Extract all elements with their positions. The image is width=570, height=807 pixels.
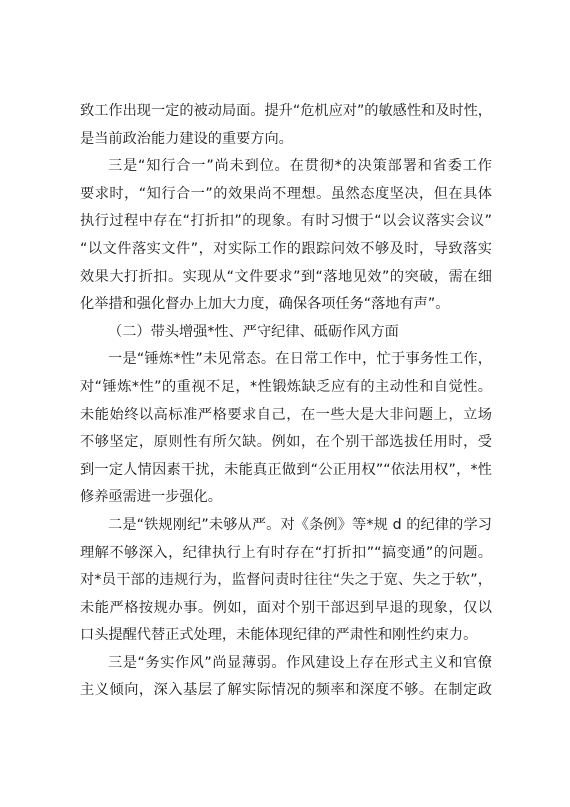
text-line: 对*员干部的违规行为，监督问责时往往“失之于宽、失之于软”， [80, 572, 492, 589]
text-line: 主义倾向，深入基层了解实际情况的频率和深度不够。在制定政 [80, 682, 492, 699]
text-line: 二是“铁规刚纪”未够从严。对《条例》等*规 d 的纪律的学习 [108, 516, 492, 533]
text-line: 致工作出现一定的被动局面。提升“危机应对”的敏感性和及时性， [80, 103, 492, 119]
text-line: 化举措和强化督办上加大力度，确保各项任务“落地有声”。 [80, 296, 450, 313]
text-line: 效果大打折扣。实现从“文件要求”到“落地见效”的突破，需在细 [80, 268, 492, 285]
text-line: 三是“知行合一”尚未到位。在贯彻*的决策部署和省委工作 [108, 158, 492, 175]
text-line: 执行过程中存在“打折扣”的现象。有时习惯于“以会议落实会议” [80, 213, 492, 230]
text-line: 是当前政治能力建设的重要方向。 [80, 130, 293, 147]
text-line: 三是“务实作风”尚显薄弱。作风建设上存在形式主义和官僚 [108, 654, 492, 671]
text-line: 未能始终以高标准严格要求自己，在一些大是大非问题上，立场 [80, 406, 492, 423]
text-line: 对“锤炼*性”的重视不足，*性锻炼缺乏应有的主动性和自觉性。 [80, 378, 492, 395]
text-line: 未能严格按规办事。例如，面对个别干部迟到早退的现象，仅以 [80, 599, 492, 616]
text-line: 口头提醒代替正式处理，未能体现纪律的严肃性和刚性约束力。 [80, 627, 478, 644]
text-line: （二）带头增强*性、严守纪律、砥砺作风方面 [108, 323, 399, 340]
text-line: 要求时，“知行合一”的效果尚不理想。虽然态度坚决，但在具体 [80, 185, 492, 202]
document-body-text [80, 98, 492, 705]
text-line: 不够坚定，原则性有所欠缺。例如，在个别干部选拔任用时，受 [80, 434, 492, 451]
text-line: 到一定人情因素干扰，未能真正做到“公正用权”“依法用权”，*性 [80, 461, 492, 478]
text-line: 修养亟需进一步强化。 [80, 489, 222, 506]
text-line: 一是“锤炼*性”未见常态。在日常工作中，忙于事务性工作， [108, 351, 492, 368]
text-line: “以文件落实文件”，对实际工作的跟踪问效不够及时，导致落实 [80, 240, 492, 257]
text-line: 理解不够深入，纪律执行上有时存在“打折扣”“搞变通”的问题。 [80, 544, 492, 561]
